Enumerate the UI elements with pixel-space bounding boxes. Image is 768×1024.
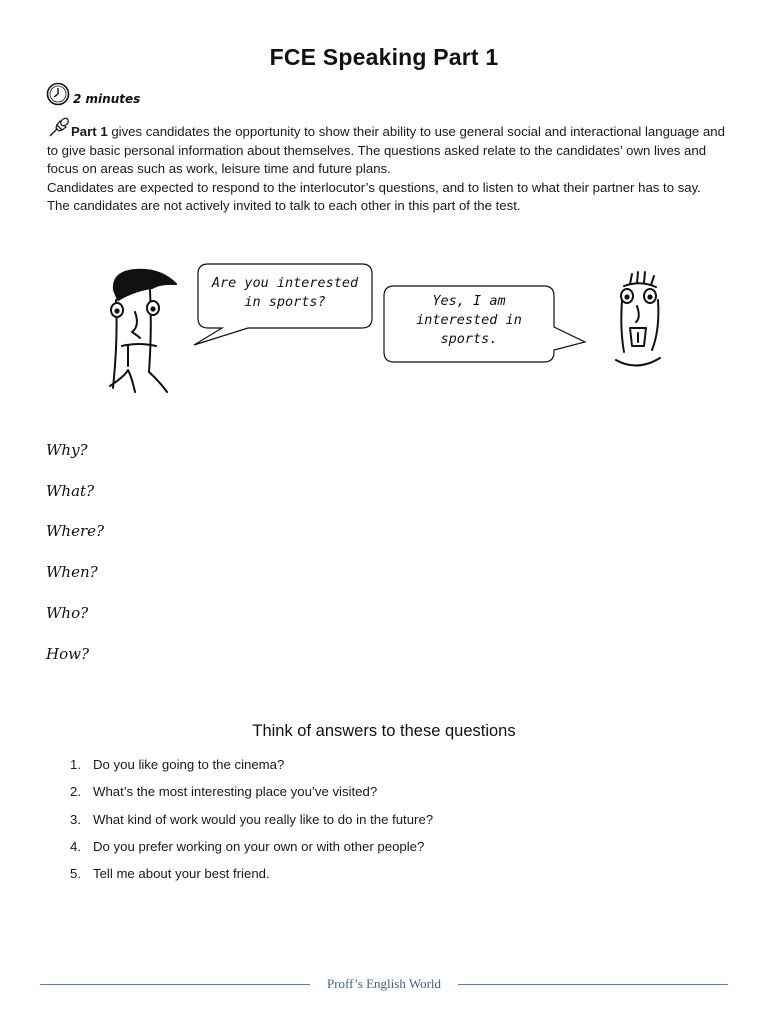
list-item-number: 1. bbox=[70, 757, 81, 772]
bubble-right-text bbox=[384, 292, 554, 349]
question-word-when: When? bbox=[46, 563, 98, 581]
intro-paragraph-1 bbox=[47, 116, 727, 179]
list-item bbox=[70, 784, 433, 811]
bubble-left-text bbox=[198, 274, 372, 312]
duration-row bbox=[46, 82, 140, 106]
page-title: FCE Speaking Part 1 bbox=[269, 44, 499, 70]
list-item-number: 2. bbox=[70, 784, 81, 800]
list-item bbox=[70, 757, 433, 784]
clock-icon bbox=[46, 82, 70, 106]
list-item-text: Tell me about your best friend. bbox=[93, 866, 270, 882]
duration-label: 2 minutes bbox=[73, 92, 141, 106]
intro-text bbox=[47, 116, 727, 216]
left-figure-icon bbox=[110, 270, 176, 392]
bubble-left-line-1: Are you interested bbox=[211, 275, 359, 291]
question-word-how: How? bbox=[46, 645, 89, 663]
list-item-text: Do you like going to the cinema? bbox=[93, 757, 285, 772]
footer-brand: Proff’s English World bbox=[326, 976, 442, 991]
list-item bbox=[70, 839, 433, 866]
bubble-right-line-2: interested in bbox=[416, 312, 522, 328]
list-item-text: What kind of work would you really like to do in the future? bbox=[93, 811, 434, 827]
list-item-number: 5. bbox=[70, 866, 81, 882]
bubble-right-line-1: Yes, I am bbox=[432, 293, 506, 309]
pushpin-icon bbox=[47, 116, 71, 138]
intro-bold-lead: Part 1 bbox=[71, 124, 108, 139]
list-item bbox=[70, 866, 433, 893]
question-list bbox=[70, 757, 433, 893]
intro-line-1: gives candidates the opportunity to show their ability to use general social and interactional language and to give basic personal information about themselves. The questions asked relate to the candidates’ own lives and focus on areas such as work, leisure time and future plans. bbox=[47, 124, 725, 177]
bubble-left-line-2: in sports? bbox=[244, 294, 326, 310]
bubble-right-line-3: sports. bbox=[440, 331, 498, 347]
question-word-what: What? bbox=[46, 482, 95, 500]
question-word-where: Where? bbox=[46, 522, 105, 540]
list-item-number: 4. bbox=[70, 838, 81, 854]
list-item-number: 3. bbox=[70, 811, 81, 827]
intro-paragraph-2: Candidates are expected to respond to the interlocutor’s questions, and to listen to what their partner has to say. bbox=[47, 179, 701, 195]
question-word-why: Why? bbox=[46, 441, 88, 459]
right-figure-icon bbox=[616, 272, 660, 366]
question-word-who: Who? bbox=[46, 604, 89, 622]
list-item-text: What’s the most interesting place you’ve visited? bbox=[93, 784, 378, 800]
list-item-text: Do you prefer working on your own or with other people? bbox=[93, 838, 425, 854]
section-title: Think of answers to these questions bbox=[252, 722, 516, 740]
list-item bbox=[70, 812, 433, 839]
intro-paragraph-3: The candidates are not actively invited to talk to each other in this part of the test. bbox=[47, 198, 521, 214]
